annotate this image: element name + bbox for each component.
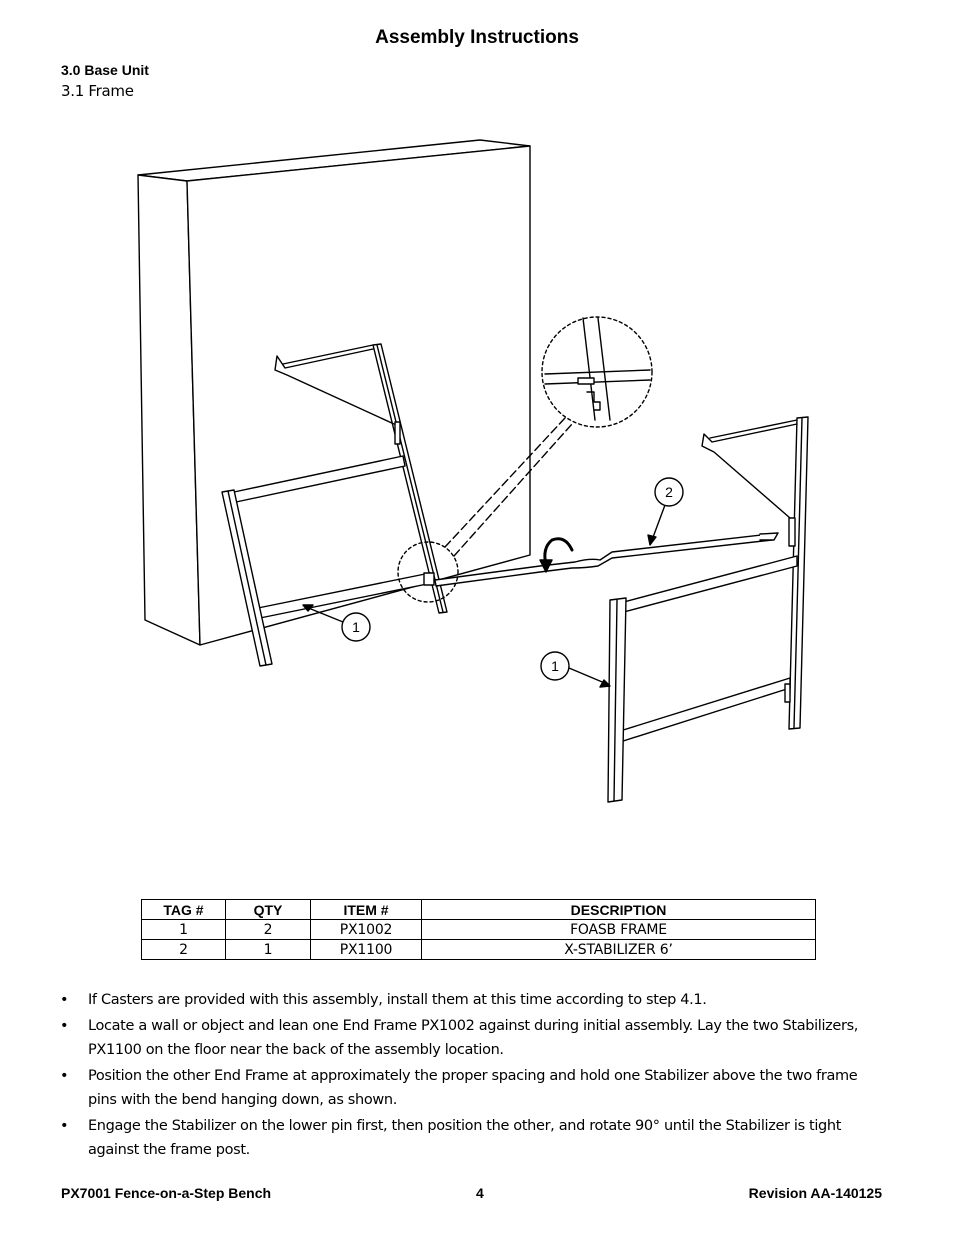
footer-page-number: 4 — [476, 1185, 484, 1201]
list-item — [60, 1114, 890, 1162]
right-end-frame — [608, 417, 808, 802]
cell-item: PX1100 — [311, 940, 422, 960]
column-header-item: ITEM # — [311, 900, 422, 920]
cell-tag: 2 — [142, 940, 226, 960]
list-item — [60, 1064, 890, 1112]
column-header-description: DESCRIPTION — [422, 900, 816, 920]
footer-product-name: PX7001 Fence-on-a-Step Bench — [61, 1185, 272, 1201]
instruction-text: Position the other End Frame at approximately the proper spacing and hold one Stabilizer above the two frame pins with the bend hanging down, as shown. — [88, 1068, 858, 1108]
callout-bubble-2 — [655, 478, 683, 506]
section-heading: 3.0 Base Unit — [61, 62, 149, 78]
table-row — [142, 920, 816, 940]
cell-item: PX1002 — [311, 920, 422, 940]
table-header-row — [142, 900, 816, 920]
callout-bubble-1a — [342, 613, 370, 641]
cell-description: FOASB FRAME — [422, 920, 816, 940]
cell-qty: 2 — [226, 920, 311, 940]
svg-text:1: 1 — [352, 619, 360, 635]
instruction-list — [60, 988, 890, 1164]
cell-qty: 1 — [226, 940, 311, 960]
list-item — [60, 988, 890, 1012]
bullet-icon: • — [60, 1068, 69, 1084]
instruction-text: Engage the Stabilizer on the lower pin first, then position the other, and rotate 90° until the Stabilizer is tight against the frame post. — [88, 1118, 842, 1158]
list-item — [60, 1014, 890, 1062]
wall-drawing — [138, 140, 530, 645]
bullet-icon: • — [60, 992, 69, 1008]
bullet-icon: • — [60, 1018, 69, 1034]
column-header-qty: QTY — [226, 900, 311, 920]
page-title: Assembly Instructions — [375, 27, 579, 48]
instruction-text: If Casters are provided with this assembly, install them at this time according to step 4.1. — [88, 992, 707, 1008]
cell-tag: 1 — [142, 920, 226, 940]
cell-description: X-STABILIZER 6’ — [422, 940, 816, 960]
parts-table — [141, 899, 816, 960]
svg-text:2: 2 — [665, 484, 673, 500]
column-header-tag: TAG # — [142, 900, 226, 920]
svg-text:1: 1 — [551, 658, 559, 674]
subsection-heading: 3.1 Frame — [61, 82, 134, 100]
footer-revision: Revision AA-140125 — [748, 1185, 882, 1201]
instruction-text: Locate a wall or object and lean one End Frame PX1002 against during initial assembly. Lay the two Stabilizers, PX1100 on the floor near the back of the assembly location. — [88, 1018, 859, 1058]
bullet-icon: • — [60, 1118, 69, 1134]
callout-bubble-1b — [541, 652, 569, 680]
table-row — [142, 940, 816, 960]
